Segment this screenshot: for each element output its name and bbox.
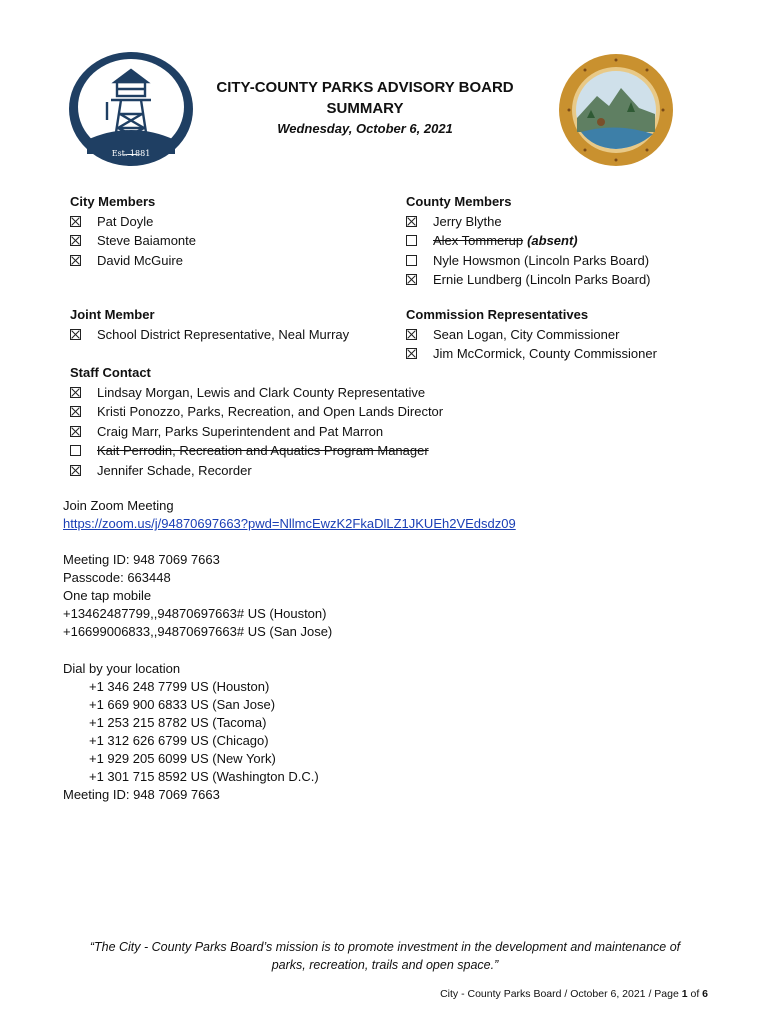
member-name: Steve Baiamonte: [97, 233, 197, 248]
staff-name: Jennifer Schade, Recorder: [97, 462, 252, 478]
meeting-id: Meeting ID: 948 7069 7663: [63, 552, 220, 567]
zoom-join-label: Join Zoom Meeting: [63, 498, 174, 513]
member-name: School District Representative, Neal Murray: [97, 326, 350, 342]
checked-box-icon: [406, 274, 417, 285]
member-name: Ernie Lundberg (Lincoln Parks Board): [433, 272, 651, 287]
dial-number: +1 346 248 7799 US (Houston): [89, 679, 270, 694]
member-row: [406, 344, 657, 364]
checked-box-icon: [70, 235, 81, 246]
footer-of: of: [687, 988, 703, 1000]
one-tap-number: +13462487799,,94870697663# US (Houston): [63, 606, 327, 621]
document-title: [190, 77, 540, 119]
staff-row: [70, 422, 443, 442]
checked-box-icon: [70, 387, 81, 398]
checked-box-icon: [70, 406, 81, 417]
member-row: [406, 251, 651, 271]
member-name: Sean Logan, City Commissioner: [433, 326, 620, 342]
meeting-id: Meeting ID: 948 7069 7663: [63, 787, 220, 802]
footer-text: City - County Parks Board / October 6, 2021 / Page: [440, 988, 682, 1000]
dial-number: +1 253 215 8782 US (Tacoma): [89, 715, 267, 730]
commission-heading: Commission Representatives: [406, 307, 589, 322]
member-row: [70, 325, 349, 345]
zoom-meeting-link[interactable]: https://zoom.us/j/94870697663?pwd=NllmcEwzK2FkaDlLZ1JKUEh2VEdsdz09: [63, 516, 516, 531]
county-seal-logo: [557, 52, 675, 168]
unchecked-box-icon: [70, 445, 81, 456]
absent-note: (absent): [527, 233, 578, 248]
staff-row: [70, 402, 443, 422]
member-row: [406, 212, 651, 232]
mission-statement: [60, 938, 710, 974]
mission-line-2: parks, recreation, trails and open space.”: [271, 958, 499, 972]
staff-name: Craig Marr, Parks Superintendent and Pat Marron: [97, 423, 384, 439]
member-row: [70, 231, 196, 251]
member-row: [406, 270, 651, 290]
checked-box-icon: [70, 329, 81, 340]
joint-member-heading: Joint Member: [70, 307, 155, 322]
city-seal-logo: [67, 50, 195, 168]
member-name: Pat Doyle: [97, 213, 154, 229]
checked-box-icon: [70, 426, 81, 437]
member-row: [70, 212, 196, 232]
unchecked-box-icon: [406, 255, 417, 266]
member-row: [406, 231, 651, 251]
dial-number: +1 929 205 6099 US (New York): [89, 751, 276, 766]
staff-name: Lindsay Morgan, Lewis and Clark County Representative: [97, 384, 426, 400]
checked-box-icon: [406, 348, 417, 359]
member-name: Jim McCormick, County Commissioner: [433, 346, 657, 361]
member-name: Alex Tommerup: [433, 233, 524, 248]
zoom-call-details: [63, 551, 332, 641]
member-name: Jerry Blythe: [433, 213, 502, 229]
member-name: David McGuire: [97, 252, 183, 268]
staff-contact-section: [70, 363, 443, 480]
unchecked-box-icon: [406, 235, 417, 246]
dial-number: +1 312 626 6799 US (Chicago): [89, 733, 269, 748]
title-line-1: CITY-COUNTY PARKS ADVISORY BOARD: [216, 79, 514, 96]
staff-row: [70, 383, 443, 403]
member-name: Nyle Howsmon (Lincoln Parks Board): [433, 252, 650, 268]
member-row: [406, 325, 657, 345]
staff-contact-heading: Staff Contact: [70, 365, 151, 380]
checked-box-icon: [406, 216, 417, 227]
dial-number: +1 301 715 8592 US (Washington D.C.): [89, 769, 319, 784]
staff-name: Kristi Ponozzo, Parks, Recreation, and Open Lands Director: [97, 404, 444, 419]
staff-name: Kait Perrodin, Recreation and Aquatics Program Manager: [97, 443, 429, 458]
checked-box-icon: [70, 255, 81, 266]
dial-number: +1 669 900 6833 US (San Jose): [89, 697, 276, 712]
joint-member-section: [70, 305, 349, 344]
county-members-heading: County Members: [406, 194, 512, 209]
dial-label: Dial by your location: [63, 661, 181, 676]
page-total: 6: [702, 988, 708, 1000]
passcode: Passcode: 663448: [63, 570, 171, 585]
commission-section: [406, 305, 657, 364]
staff-row: [70, 461, 443, 481]
dial-in-details: [63, 660, 319, 804]
city-members-section: [70, 192, 196, 270]
checked-box-icon: [406, 329, 417, 340]
page-footer: [440, 988, 708, 1000]
member-row: [70, 251, 196, 271]
checked-box-icon: [70, 465, 81, 476]
mission-line-1: “The City - County Parks Board’s mission is to promote investment in the development and maintenance of: [89, 940, 681, 954]
county-members-section: [406, 192, 651, 290]
seal-est-text: Est. 1881: [111, 149, 151, 158]
title-line-2: SUMMARY: [326, 100, 404, 117]
page-number: 1: [681, 988, 688, 1000]
checked-box-icon: [70, 216, 81, 227]
one-tap-label: One tap mobile: [63, 588, 152, 603]
one-tap-number: +16699006833,,94870697663# US (San Jose): [63, 624, 333, 639]
staff-row: [70, 441, 443, 461]
meeting-date: Wednesday, October 6, 2021: [277, 121, 453, 136]
city-members-heading: City Members: [70, 194, 156, 209]
